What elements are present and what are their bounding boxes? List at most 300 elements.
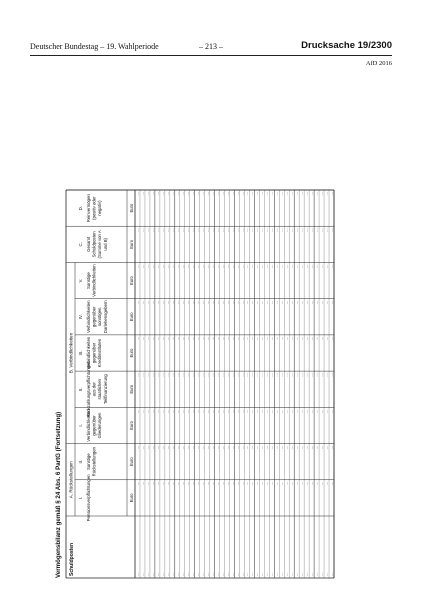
table-cell: …	[304, 373, 309, 377]
table-cell: …	[170, 336, 175, 341]
table-cell: …	[140, 445, 145, 450]
table-cell: …	[280, 300, 285, 305]
table-cell: …	[155, 373, 160, 377]
table-cell: …	[190, 336, 195, 341]
table-cell: …	[155, 228, 160, 232]
column-header-line: Schuldposten	[91, 231, 97, 258]
table-cell: …	[290, 481, 294, 486]
table-cell: …	[250, 264, 255, 269]
table-cell: …	[324, 264, 329, 269]
table-cell: …	[314, 336, 319, 341]
table-cell: …	[160, 409, 165, 413]
table-cell: …	[324, 481, 329, 486]
column-header-line: Sonstige	[86, 272, 91, 289]
table-cell: …	[145, 481, 150, 486]
table-cell: …	[255, 300, 260, 305]
table-cell: …	[270, 192, 275, 196]
column-header-line: Gesamt	[86, 236, 91, 252]
table-cell: …	[319, 264, 324, 269]
column-unit: Euro	[129, 348, 134, 358]
column-header-line: Teilfinanzierung	[102, 374, 108, 405]
table-cell: …	[135, 192, 140, 196]
row-label: …	[245, 572, 250, 576]
row-label: …	[195, 572, 200, 576]
row-label: …	[285, 572, 290, 576]
table-title: Vermögensbilanz gemäß § 24 Abs. 6 PartG (Fortsetzung)	[55, 411, 62, 578]
table-cell: …	[304, 481, 309, 486]
column-header-line: gegenüber	[91, 415, 97, 436]
table-cell: …	[329, 300, 334, 305]
table-cell: …	[210, 336, 215, 341]
table-cell: …	[319, 336, 324, 341]
table-cell: …	[304, 409, 309, 413]
table-cell: …	[150, 300, 155, 305]
table-cell: …	[260, 481, 265, 486]
table-cell: …	[195, 445, 200, 450]
table-cell: …	[314, 300, 319, 305]
table-cell: …	[290, 445, 294, 450]
table-cell: …	[215, 192, 220, 196]
table-cell: …	[314, 481, 319, 486]
table-cell: …	[245, 336, 250, 341]
table-cell: …	[230, 264, 235, 269]
column-unit: Euro	[129, 493, 134, 503]
table-cell: …	[299, 228, 304, 232]
table-cell: …	[195, 336, 200, 341]
table-cell: …	[235, 228, 240, 232]
table-cell: …	[190, 300, 195, 305]
table-cell: …	[160, 300, 165, 305]
table-cell: …	[170, 300, 175, 305]
row-label: …	[329, 572, 334, 576]
table-cell: …	[225, 481, 230, 486]
column-header-line: gegenüber	[91, 306, 97, 328]
table-cell: …	[145, 300, 150, 305]
table-cell: …	[299, 445, 304, 450]
table-cell: …	[160, 192, 165, 196]
column-unit: Euro	[129, 276, 134, 285]
table-cell: …	[304, 264, 309, 269]
table-cell: …	[324, 300, 329, 305]
row-label: …	[225, 572, 230, 576]
table-cell: …	[299, 373, 304, 377]
column-number: II.	[78, 459, 83, 464]
row-label: …	[135, 572, 140, 576]
party-label: AfD 2016	[365, 60, 392, 67]
table-cell: …	[195, 373, 200, 377]
table-cell: …	[250, 228, 255, 232]
table-cell: …	[250, 373, 255, 377]
table-cell: …	[145, 373, 150, 377]
table-cell: …	[245, 192, 250, 196]
row-label: …	[324, 572, 329, 576]
table-cell: …	[220, 445, 225, 450]
table-cell: …	[180, 300, 185, 305]
table-cell: …	[200, 192, 205, 196]
table-cell: …	[210, 228, 215, 232]
table-cell: …	[160, 228, 165, 232]
table-cell: …	[140, 300, 145, 305]
table-cell: …	[260, 264, 265, 269]
table-cell: …	[270, 481, 275, 486]
row-label: …	[160, 572, 165, 576]
table-cell: …	[324, 409, 329, 413]
table-cell: …	[180, 373, 185, 377]
column-number: II.	[78, 387, 83, 392]
table-cell: …	[165, 445, 170, 450]
table-cell: …	[324, 373, 329, 377]
row-label: …	[210, 572, 215, 576]
table-cell: …	[294, 264, 299, 269]
table-cell: …	[135, 228, 140, 232]
table-cell: …	[185, 300, 190, 305]
table-cell: …	[165, 228, 170, 232]
table-cell: …	[319, 445, 324, 450]
table-cell: …	[235, 373, 240, 377]
table-cell: …	[235, 336, 240, 341]
table-cell: …	[190, 409, 195, 413]
table-cell: …	[155, 336, 160, 341]
table-cell: …	[329, 264, 334, 269]
table-cell: …	[175, 373, 180, 377]
row-label: …	[270, 572, 275, 576]
table-cell: …	[329, 481, 334, 486]
table-cell: …	[160, 336, 165, 341]
table-cell: …	[255, 336, 260, 341]
table-cell: …	[195, 300, 200, 305]
table-cell: …	[245, 445, 250, 450]
table-cell: …	[255, 373, 260, 377]
table-cell: …	[175, 445, 180, 450]
row-label: …	[215, 572, 220, 576]
table-cell: …	[309, 336, 314, 341]
table-cell: …	[150, 192, 155, 196]
table-cell: …	[280, 192, 285, 196]
table-cell: …	[150, 409, 155, 413]
table-cell: …	[290, 336, 294, 341]
table-cell: …	[165, 264, 170, 269]
table-cell: …	[220, 481, 225, 486]
column-header-line: Gliederungen	[97, 412, 103, 439]
table-cell: …	[245, 409, 250, 413]
table-cell: …	[245, 373, 250, 377]
table-cell: …	[205, 481, 210, 486]
table-cell: …	[309, 228, 314, 232]
table-cell: …	[190, 192, 195, 196]
table-cell: …	[294, 300, 299, 305]
table-cell: …	[200, 300, 205, 305]
table-cell: …	[299, 192, 304, 196]
table-cell: …	[265, 264, 270, 269]
table-cell: …	[280, 336, 285, 341]
table-cell: …	[205, 409, 210, 413]
table-cell: …	[195, 409, 200, 413]
table-cell: …	[285, 373, 290, 377]
column-unit: Euro	[129, 239, 134, 249]
table-cell: …	[230, 481, 235, 486]
table-cell: …	[200, 481, 205, 486]
group-header-liabilities: B. Verbindlichkeiten	[68, 332, 74, 374]
column-header-line: aus der	[91, 382, 97, 397]
table-cell: …	[304, 192, 309, 196]
page-number: – 213 –	[199, 42, 223, 51]
table-cell: …	[329, 228, 334, 232]
table-cell: …	[324, 445, 329, 450]
table-cell: …	[225, 228, 230, 232]
row-label: …	[175, 572, 180, 576]
table-cell: …	[240, 445, 245, 450]
document-number-value: 2300	[370, 40, 392, 51]
table-cell: …	[210, 445, 215, 450]
table-cell: …	[170, 192, 175, 196]
table-cell: …	[285, 481, 290, 486]
table-cell: …	[215, 264, 220, 269]
table-cell: …	[270, 300, 275, 305]
table-cell: …	[190, 481, 195, 486]
table-cell: …	[245, 228, 250, 232]
table-cell: …	[265, 481, 270, 486]
table-cell: …	[225, 373, 230, 377]
table-cell: …	[225, 409, 230, 413]
column-header-line: und B)	[102, 237, 108, 251]
table-cell: …	[135, 300, 140, 305]
table-cell: …	[319, 409, 324, 413]
table-cell: …	[210, 373, 215, 377]
table-cell: …	[265, 300, 270, 305]
table-cell: …	[195, 228, 200, 232]
table-cell: …	[245, 481, 250, 486]
table-cell: …	[135, 373, 140, 377]
table-cell: …	[170, 409, 175, 413]
table-cell: …	[285, 336, 290, 341]
table-cell: …	[265, 409, 270, 413]
table-cell: …	[155, 481, 160, 486]
table-cell: …	[324, 192, 329, 196]
column-unit: Euro	[129, 421, 134, 430]
table-cell: …	[240, 192, 245, 196]
table-cell: …	[299, 264, 304, 269]
table-cell: …	[195, 481, 200, 486]
table-cell: …	[140, 228, 145, 232]
table-cell: …	[280, 228, 285, 232]
column-header-line: Sonstige	[86, 453, 91, 471]
table-cell: …	[260, 445, 265, 450]
table-cell: …	[275, 336, 280, 341]
table-cell: …	[155, 300, 160, 305]
table-cell: …	[230, 192, 235, 196]
column-number: IV.	[78, 314, 83, 320]
row-label: …	[165, 572, 170, 576]
table-cell: …	[270, 409, 275, 413]
table-cell: …	[150, 264, 155, 269]
table-cell: …	[260, 409, 265, 413]
table-cell: …	[200, 228, 205, 232]
row-label: …	[250, 572, 255, 576]
table-cell: …	[150, 445, 155, 450]
table-cell: …	[175, 409, 180, 413]
table-cell: …	[140, 192, 145, 196]
table-cell: …	[140, 336, 145, 341]
table-cell: …	[205, 228, 210, 232]
column-unit: Euro	[129, 457, 134, 467]
table-cell: …	[210, 409, 215, 413]
table-cell: …	[170, 228, 175, 232]
table-cell: …	[215, 336, 220, 341]
row-label: …	[255, 572, 260, 576]
table-cell: …	[155, 445, 160, 450]
table-cell: …	[309, 300, 314, 305]
table-cell: …	[270, 264, 275, 269]
column-header-line: gegenüber	[91, 342, 97, 364]
table-cell: …	[280, 409, 285, 413]
table-cell: …	[150, 373, 155, 377]
table-cell: …	[245, 264, 250, 269]
column-unit: Euro	[129, 203, 134, 213]
column-number: I.	[78, 496, 83, 500]
table-cell: …	[265, 336, 270, 341]
table-cell: …	[215, 409, 220, 413]
column-number: D.	[78, 205, 83, 211]
table-cell: …	[165, 336, 170, 341]
table-cell: …	[200, 336, 205, 341]
table-cell: …	[329, 373, 334, 377]
table-cell: …	[314, 373, 319, 377]
table-cell: …	[319, 300, 324, 305]
row-label: …	[185, 572, 190, 576]
row-label: …	[140, 572, 145, 576]
table-cell: …	[235, 481, 240, 486]
table-cell: …	[250, 445, 255, 450]
table-cell: …	[225, 300, 230, 305]
table-cell: …	[240, 373, 245, 377]
table-cell: …	[185, 336, 190, 341]
table-cell: …	[240, 300, 245, 305]
table-cell: …	[280, 481, 285, 486]
column-header-line: Rückstellungen	[91, 446, 97, 477]
table-cell: …	[299, 300, 304, 305]
table-cell: …	[160, 373, 165, 377]
table-cell: …	[195, 192, 200, 196]
table-cell: …	[319, 228, 324, 232]
table-cell: …	[135, 481, 140, 486]
table-cell: …	[314, 192, 319, 196]
table-cell: …	[190, 445, 195, 450]
table-cell: …	[225, 445, 230, 450]
table-cell: …	[294, 409, 299, 413]
table-cell: …	[185, 192, 190, 196]
table-cell: …	[220, 192, 225, 196]
table-cell: …	[180, 336, 185, 341]
table-cell: …	[135, 409, 140, 413]
table-cell: …	[285, 192, 290, 196]
row-label: …	[319, 572, 324, 576]
table-cell: …	[250, 481, 255, 486]
table-cell: …	[280, 264, 285, 269]
table-cell: …	[309, 481, 314, 486]
table-cell: …	[180, 192, 185, 196]
table-cell: …	[275, 300, 280, 305]
table-cell: …	[155, 192, 160, 196]
table-cell: …	[290, 228, 294, 232]
table-cell: …	[135, 264, 140, 269]
table-cell: …	[200, 373, 205, 377]
table-cell: …	[309, 445, 314, 450]
table-cell: …	[175, 300, 180, 305]
table-cell: …	[200, 409, 205, 413]
table-cell: …	[240, 264, 245, 269]
table-cell: …	[319, 192, 324, 196]
row-label: …	[275, 572, 280, 576]
table-cell: …	[235, 409, 240, 413]
table-cell: …	[324, 336, 329, 341]
table-row-header: Schuldposten	[69, 542, 75, 576]
table-cell: …	[285, 300, 290, 305]
table-cell: …	[175, 192, 180, 196]
table-cell: …	[265, 445, 270, 450]
table-cell: …	[205, 373, 210, 377]
column-header-line: Verbindlichkeiten	[86, 300, 91, 334]
row-label: …	[145, 572, 150, 576]
table-cell: …	[270, 228, 275, 232]
table-cell: …	[220, 336, 225, 341]
table-cell: …	[294, 192, 299, 196]
row-label: …	[294, 572, 299, 576]
table-cell: …	[220, 300, 225, 305]
table-cell: …	[270, 373, 275, 377]
row-label: …	[205, 572, 210, 576]
table-cell: …	[175, 228, 180, 232]
row-label: …	[190, 572, 195, 576]
table-cell: …	[185, 409, 190, 413]
table-cell: …	[180, 228, 185, 232]
table-cell: …	[145, 264, 150, 269]
table-cell: …	[294, 481, 299, 486]
table-cell: …	[240, 228, 245, 232]
table-cell: …	[250, 336, 255, 341]
table-cell: …	[215, 373, 220, 377]
table-cell: …	[294, 373, 299, 377]
table-cell: …	[314, 409, 319, 413]
column-header-line: Rückzahlungsverpflichtungen	[86, 361, 91, 418]
table-cell: …	[309, 264, 314, 269]
table-cell: …	[329, 445, 334, 450]
row-label: …	[314, 572, 319, 576]
table-cell: …	[324, 228, 329, 232]
column-header-line: Verbindlichkeiten	[86, 336, 91, 370]
table-cell: …	[185, 373, 190, 377]
row-label: …	[220, 572, 225, 576]
column-unit: Euro	[129, 384, 134, 394]
table-cell: …	[245, 300, 250, 305]
table-cell: …	[190, 373, 195, 377]
table-cell: …	[299, 409, 304, 413]
table-cell: …	[329, 336, 334, 341]
table-cell: …	[145, 228, 150, 232]
row-label: …	[280, 572, 285, 576]
table-cell: …	[170, 445, 175, 450]
table-cell: …	[145, 409, 150, 413]
table-cell: …	[250, 192, 255, 196]
table-cell: …	[309, 373, 314, 377]
table-cell: …	[145, 192, 150, 196]
table-cell: …	[160, 264, 165, 269]
table-cell: …	[319, 481, 324, 486]
table-cell: …	[285, 264, 290, 269]
table-cell: …	[205, 192, 210, 196]
table-cell: …	[205, 264, 210, 269]
table-cell: …	[240, 409, 245, 413]
table-cell: …	[290, 264, 294, 269]
